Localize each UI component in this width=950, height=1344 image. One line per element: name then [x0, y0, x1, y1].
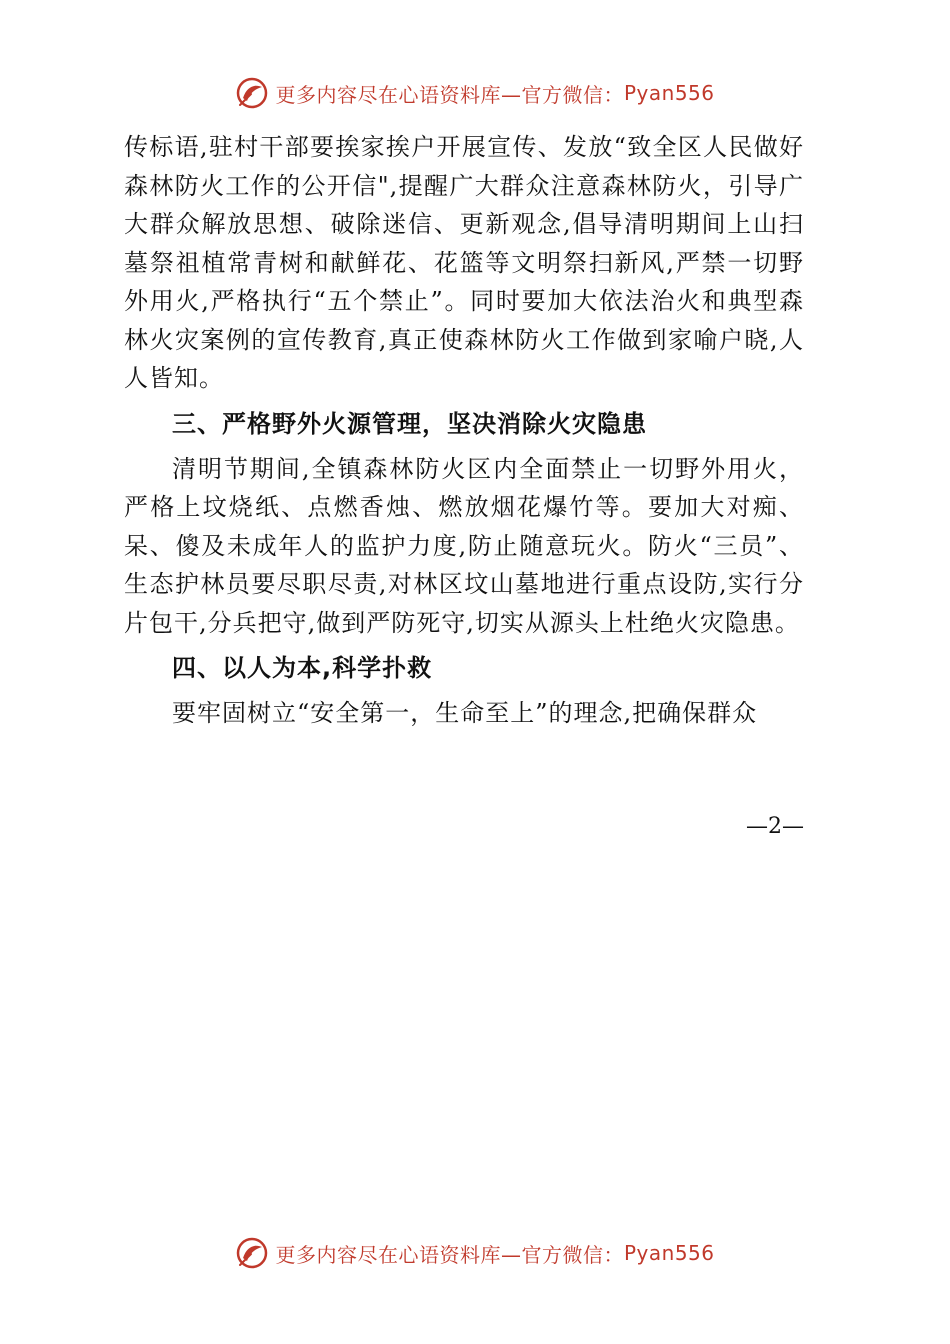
watermark-header [0, 76, 950, 110]
section-heading-4: 四、以人为本,科学扑救 [172, 654, 433, 682]
logo-icon [235, 1236, 269, 1270]
paragraph-safety-first: 要牢固树立“安全第一，生命至上”的理念,把确保群众 [172, 699, 758, 727]
watermark-footer [0, 1236, 950, 1270]
watermark-text: 更多内容尽在心语资料库—官方微信： [275, 82, 624, 107]
watermark-text: 更多内容尽在心语资料库—官方微信： [275, 1242, 624, 1267]
page-number: —2— [746, 814, 804, 839]
logo-icon [235, 76, 269, 110]
paragraph-fire-source: 清明节期间,全镇森林防火区内全面禁止一切野外用火，严格上坟烧纸、点燃香烛、燃放烟花爆竹等。要加大对痴、呆、傻及未成年人的监护力度,防止随意玩火。防火“三员”、生态护林员要尽职尽责,对林区坟山墓地进行重点设防,实行分片包干,分兵把守,做到严防死守,切实从源头上杜绝火灾隐患。 [124, 454, 804, 637]
document-body [124, 128, 804, 733]
paragraph-publicity: 传标语,驻村干部要挨家挨户开展宣传、发放“致全区人民做好森林防火工作的公开信",提醒广大群众注意森林防火，引导广大群众解放思想、破除迷信、更新观念,倡导清明期间上山扫墓祭祖植常青树和献鲜花、花篮等文明祭扫新风,严禁一切野外用火,严格执行“五个禁止”。同时要加大依法治火和典型森林火灾案例的宣传教育,真正使森林防火工作做到家喻户晓,人人皆知。 [124, 133, 804, 392]
watermark-wechat-id: Pyan556 [623, 81, 715, 105]
watermark-wechat-id: Pyan556 [623, 1241, 715, 1265]
section-heading-3: 三、严格野外火源管理，坚决消除火灾隐患 [172, 409, 647, 438]
